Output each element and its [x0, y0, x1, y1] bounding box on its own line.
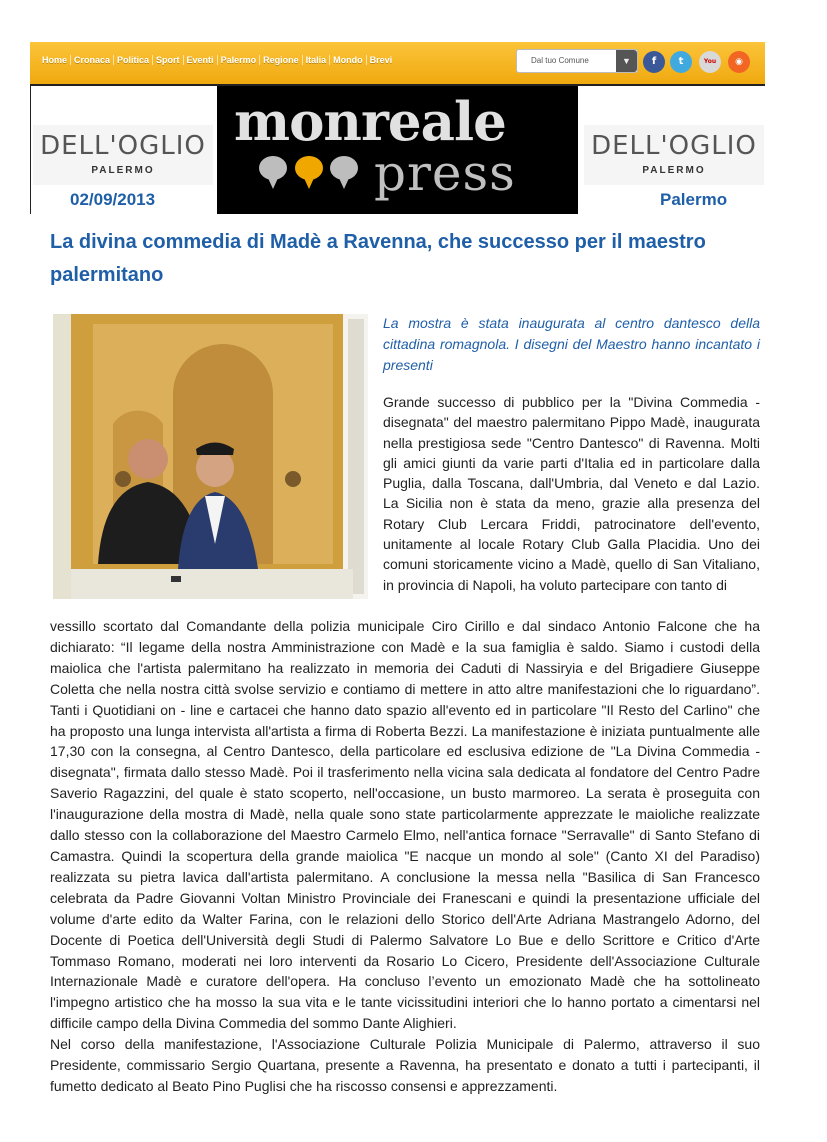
- nav-sport[interactable]: Sport: [153, 55, 184, 65]
- twitter-icon[interactable]: t: [670, 51, 692, 73]
- advert-city: PALERMO: [642, 165, 706, 176]
- main-menu: [42, 55, 395, 65]
- advert-city: PALERMO: [91, 165, 155, 176]
- article-body: [50, 616, 760, 1097]
- article-date: 02/09/2013: [70, 190, 156, 209]
- logo-word-monreale: monreale: [234, 91, 506, 153]
- article-lead: La mostra è stata inaugurata al centro dantesco della cittadina romagnola. I disegni del Maestro hanno incantato i presenti: [383, 315, 760, 373]
- comune-select[interactable]: [516, 49, 638, 73]
- comune-select-label: Dal tuo Comune: [531, 56, 589, 65]
- nav-mondo[interactable]: Mondo: [330, 55, 367, 65]
- top-navigation-bar: [30, 42, 765, 86]
- advert-left[interactable]: [33, 125, 213, 185]
- header-divider: [30, 86, 31, 214]
- article-paragraph: vessillo scortato dal Comandante della polizia municipale Ciro Cirillo e dal sindaco Antonio Falcone che ha dichiarato: “Il legame della nostra Amministrazione con Madè e la sua famiglia è saldo. Siamo i custodi della maiolica che l'artista palermitano ha realizzato in memoria dei Caduti di Nassiryia e del Brigadiere Giuseppe Coletta che nella nostra città svolse servizio e contiamo di mettere in atto altre manifestazioni che lo riguardano”. Tanti i Quotidiani on - line e cartacei che hanno dato spazio all'evento ed in particolare "Il Resto del Carlino" che ha proposto una lunga intervista all'artista a firma di Roberta Bezzi. La manifestazione è iniziata puntualmente alle 17,30 con la consegna, al Centro Dantesco, della particolare ed esclusiva edizione de "La Divina Commedia - disegnata", firmata dallo stesso Madè. Poi il trasferimento nella vicina sala dedicata al fondatore del Centro Padre Saverio Ragazzini, del quale è stato scoperto, nell'occasione, un busto marmoreo. La serata è proseguita con l'inaugurazione della mostra di Madè, nella quale sono state particolarmente apprezzate le maioliche realizzate dallo stesso con la collaborazione del Maestro Carmelo Elmo, nell'antica fornace "Serravalle" di Santo Stefano di Camastra. Quindi la scopertura della grande maiolica "E nacque un mondo al sole" (Canto XI del Paradiso) realizzata su pietra lavica dall'artista palermitano. A conclusione la messa nella "Basilica di San Francesco celebrata da Padre Giovanni Voltan Ministro Provinciale dei Franescani e quindi la presentazione ufficiale del volume d'arte edito da Walter Farina, con le relazioni dello Storico dell'Arte Adriana Mastrangelo Adorno, del Docente di Poetica dell'Università degli Studi di Palermo Salvatore Lo Bue e dello Scrittore e Critico d'Arte Tommaso Romano, moderati nei loro interventi da Rosario Lo Cicero, Presidente dell'Associazione Culturale Internazionale Madè e curatore dell'opera. Ha concluso l’evento un emozionato Madè che ha sottolineato l'impegno artistico che ha mosso la sua vita e le tante vicissitudini interiori che lo hanno portato a cimentarsi nel difficile campo della Divina Commedia del sommo Dante Alighieri.: [50, 618, 760, 1032]
- advert-right[interactable]: [584, 125, 764, 185]
- article-title: La divina commedia di Madè a Ravenna, che successo per il maestro palermitano: [50, 231, 706, 286]
- youtube-icon[interactable]: You: [699, 51, 721, 73]
- site-logo[interactable]: [217, 86, 578, 214]
- speech-bubble-icon: [295, 156, 323, 180]
- rss-icon[interactable]: ◉: [728, 51, 750, 73]
- logo-word-press: press: [374, 144, 516, 202]
- article-location: Palermo: [660, 190, 728, 209]
- nav-palermo[interactable]: Palermo: [218, 55, 261, 65]
- nav-brevi[interactable]: Brevi: [369, 55, 393, 65]
- chevron-down-icon[interactable]: ▼: [616, 50, 637, 72]
- speech-bubble-icon: [330, 156, 358, 180]
- nav-eventi[interactable]: Eventi: [184, 55, 218, 65]
- speech-bubble-icon: [259, 156, 287, 180]
- nav-italia[interactable]: Italia: [303, 55, 331, 65]
- advert-brand: DELL'OGLIO: [591, 131, 757, 161]
- nav-cronaca[interactable]: Cronaca: [71, 55, 114, 65]
- article-paragraph: Nel corso della manifestazione, l'Associazione Culturale Polizia Municipale di Palermo, attraverso il suo Presidente, commissario Sergio Quartana, presente a Ravenna, ha presentato e donato a tutti i partecipanti, il fumetto dedicato al Beato Pino Puglisi che ha riscosso consensi e apprezzamenti.: [50, 1036, 760, 1094]
- nav-regione[interactable]: Regione: [260, 55, 303, 65]
- article-photo: [53, 314, 368, 599]
- advert-brand: DELL'OGLIO: [40, 131, 206, 161]
- facebook-icon[interactable]: f: [643, 51, 665, 73]
- article-body-side: Grande successo di pubblico per la "Divina Commedia - disegnata" del maestro palermitano Pippo Madè, inaugurata nella prestigiosa sede "Centro Dantesco" di Ravenna. Molti gli amici giunti da varie parti d'Italia ed in particolare dalla Puglia, dalla Toscana, dall'Umbria, dal Veneto e dal Lazio. La Sicilia non è stata da meno, grazie alla presenza del Rotary Club Lercara Friddi, patrocinatore dell'evento, unitamente al locale Rotary Club Galla Placidia. Uno dei comuni storicamente vicino a Madè, quello di San Vitaliano, in provincia di Napoli, ha voluto partecipare con tanto di: [383, 394, 760, 593]
- nav-politica[interactable]: Politica: [114, 55, 153, 65]
- nav-home[interactable]: Home: [42, 55, 71, 65]
